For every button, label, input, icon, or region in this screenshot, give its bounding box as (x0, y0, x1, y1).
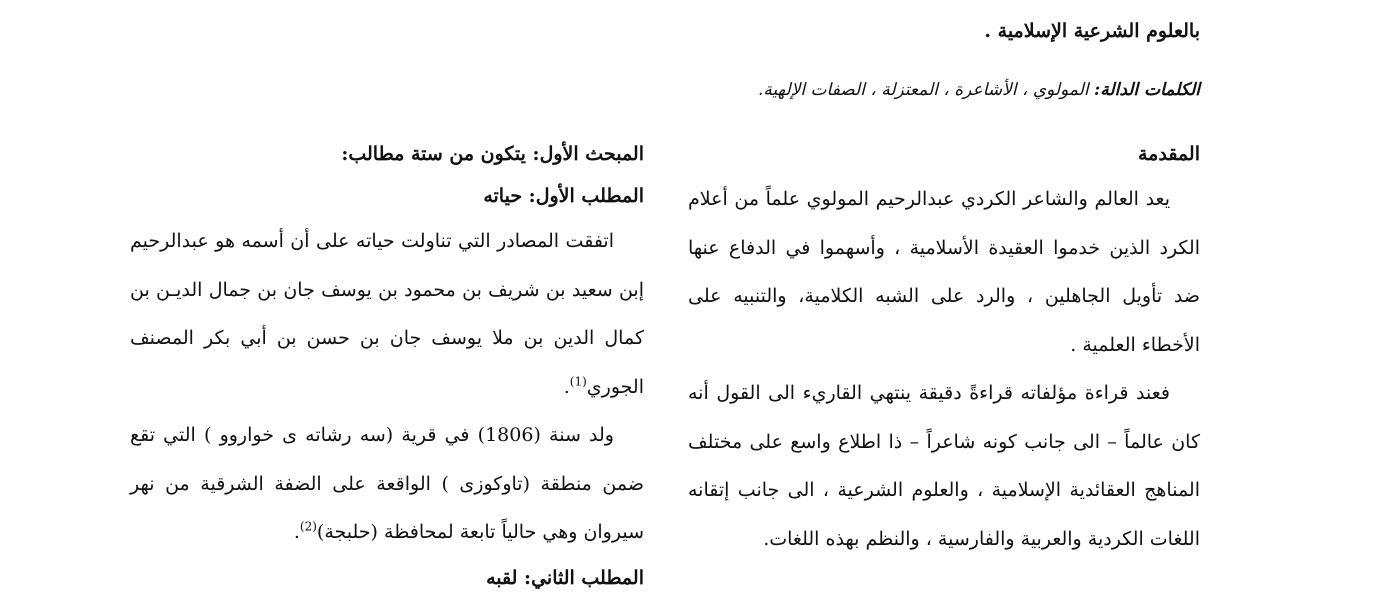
keywords-text: المولوي ، الأشاعرة ، المعتزلة ، الصفات الإلهية. (758, 80, 1089, 100)
right-column (688, 133, 1200, 563)
biography-paragraph-2 (130, 411, 644, 557)
left-column (130, 133, 644, 599)
subsection-heading-2: المطلب الثاني: لقبه (486, 566, 644, 589)
section-heading-title: المبحث الأول (539, 143, 644, 165)
subsection-1-title: المطلب الأول (535, 185, 644, 207)
subsection-heading-1 (130, 175, 644, 217)
intro-paragraph-1: يعد العالم والشاعر الكردي عبدالرحيم المولوي علماً من أعلام الكرد الذين خدموا العقيدة الأسلامية ، وأسهموا في الدفاع عنها ضد تأويل الجاهلين ، والرد على الشبه الكلامية، والتنبيه على الأخطاء العلمية . (688, 188, 1200, 356)
biography-paragraph-1 (130, 217, 644, 411)
keywords-line (300, 73, 1200, 107)
intro-paragraph-2: فعند قراءة مؤلفاته قراءةً دقيقة ينتهي القاريء الى القول أنه كان عالماً – الى جانب كونه شاعراً – ذا اطلاع واسع على مختلف المناهج العقائدية الإسلامية ، والعلوم الشرعية ، الى جانب إتقانه اللغات الكردية والعربية والفارسية ، والنظم بهذه اللغات. (688, 382, 1200, 550)
paragraph-1-end: . (563, 375, 570, 398)
footnote-ref-1[interactable]: (1) (569, 374, 587, 389)
subsection-1-rest: : حياته (483, 185, 536, 207)
footnote-ref-2[interactable]: (2) (299, 519, 317, 534)
biography-paragraph-1-text: اتفقت المصادر التي تناولت حياته على أن أسمه هو عبدالرحيم إبن سعيد بن شريف بن محمود بن يوسف جان بن جمال الديـن بن كمال الدين بن ملا يوسف جان بن حسن بن أبي بكر المصنف الجوري (130, 230, 644, 398)
section-heading-rest: : يتكون من ستة مطالب: (341, 143, 540, 165)
section-heading (130, 133, 644, 175)
keywords-label: الكلمات الدالة: (1094, 80, 1200, 100)
intro-last-line: بالعلوم الشرعية الإسلامية . (984, 20, 1200, 42)
paragraph-2-end: . (293, 521, 300, 543)
intro-heading: المقدمة (1137, 143, 1200, 165)
biography-paragraph-2-text: ولد سنة (1806) في قرية (سه رشاته ى خواروو ) التي تقع ضمن منطقة (تاوكوزى ) الواقعة على الضفة الشرقية من نهر سيروان وهي حالياً تابعة لمحافظة (حلبجة) (130, 424, 644, 543)
